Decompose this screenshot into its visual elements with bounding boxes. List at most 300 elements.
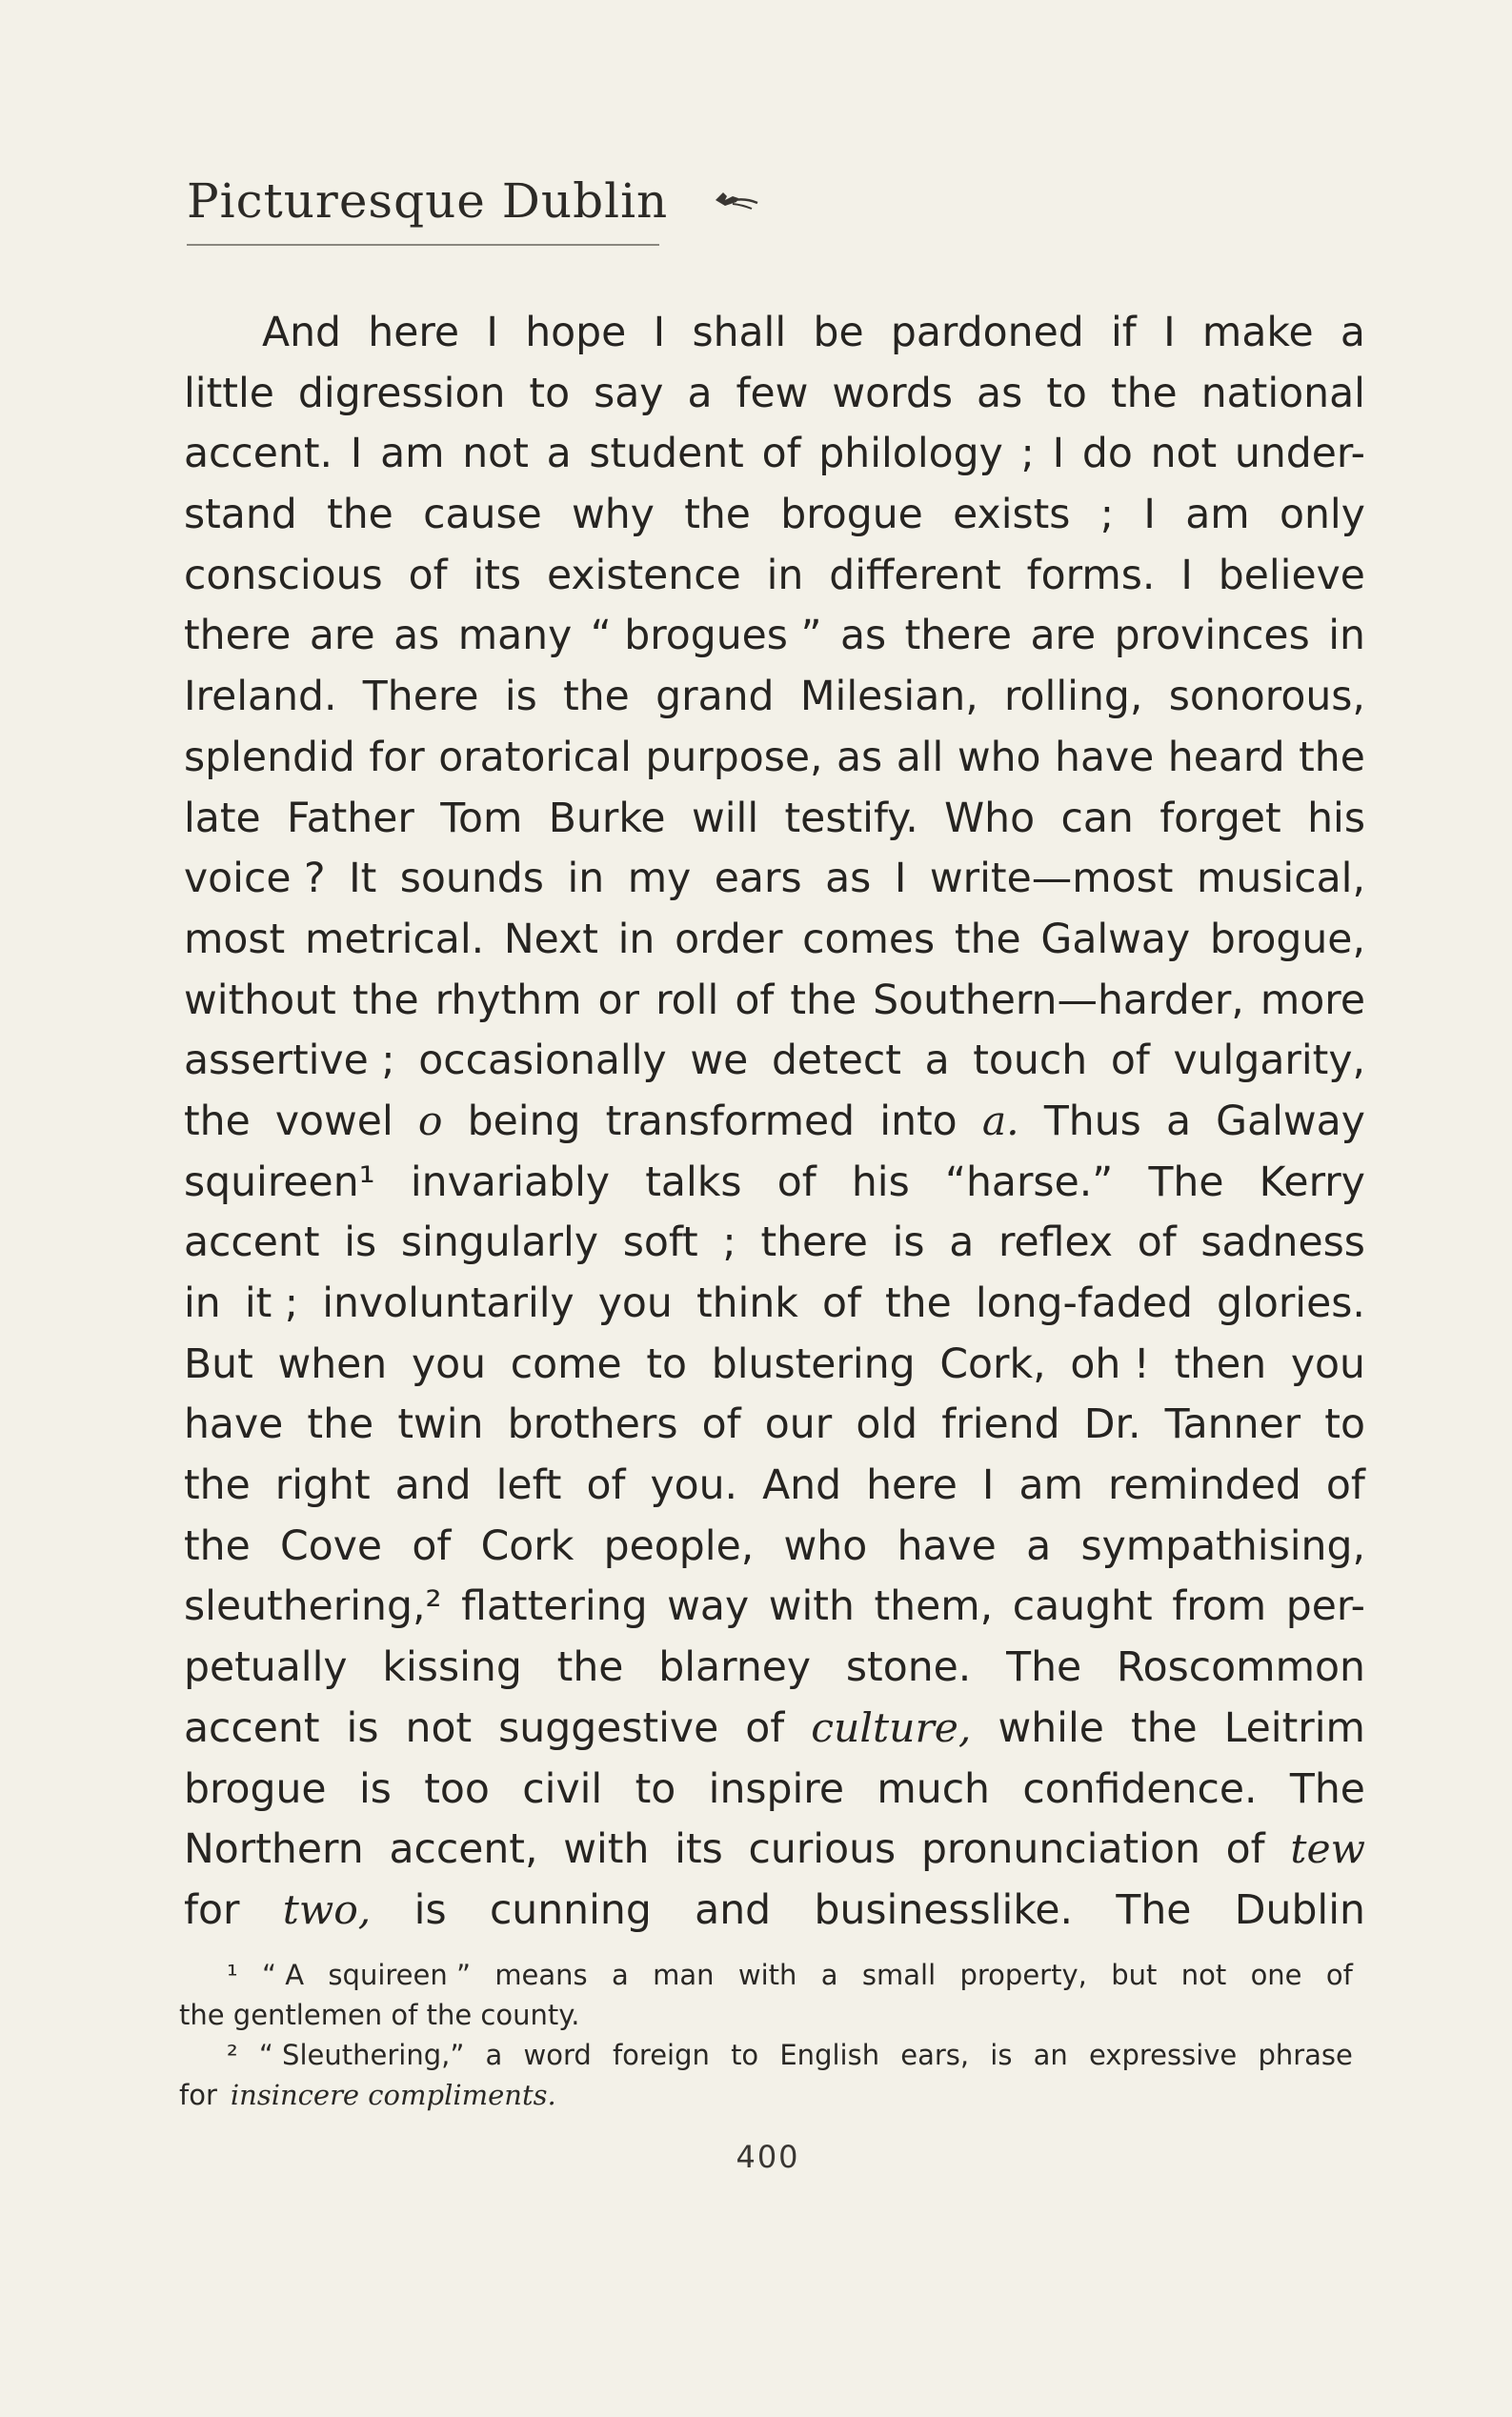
footnote-word: squireen ” — [328, 1959, 471, 1991]
footnote-2-line-1 — [179, 2035, 1353, 2075]
word: a — [1165, 1098, 1191, 1145]
word: there — [184, 613, 292, 660]
text-line — [184, 1577, 1365, 1638]
word: philology — [818, 431, 1003, 478]
word: little — [184, 370, 274, 417]
word: Next — [503, 916, 598, 963]
text-line — [184, 789, 1365, 850]
word: do — [1081, 431, 1133, 478]
word: its — [473, 552, 522, 599]
word: the — [352, 977, 419, 1024]
word: inspire — [708, 1765, 844, 1813]
word: a — [546, 431, 572, 478]
word: voice ? — [184, 856, 326, 903]
word: shall — [692, 310, 787, 356]
text-line — [184, 849, 1365, 910]
word: Kerry — [1259, 1158, 1365, 1206]
hand-pointer-ornament-icon — [714, 187, 759, 215]
word: the — [307, 1401, 374, 1449]
word: pardoned — [890, 310, 1084, 356]
footnote-word: “ Sleuthering,” — [258, 2039, 465, 2071]
word: have — [184, 1401, 284, 1449]
word: Thus — [1043, 1098, 1141, 1145]
word: I — [350, 431, 363, 478]
word: The — [1148, 1158, 1224, 1206]
word: brothers — [507, 1401, 678, 1449]
word: as — [837, 734, 883, 781]
text-line — [184, 1881, 1365, 1942]
word: the — [1110, 370, 1178, 417]
word: who — [957, 734, 1041, 781]
word: singularly — [400, 1219, 598, 1267]
word: in — [184, 1280, 221, 1327]
word: vowel — [274, 1098, 393, 1145]
word: them, — [874, 1583, 994, 1631]
word: existence — [546, 552, 741, 599]
word: people, — [603, 1522, 755, 1570]
footnote-1-continuation: the gentlemen of the county. — [179, 1999, 580, 2031]
footnote-2-prefix: for — [179, 2079, 217, 2111]
word: am — [1185, 492, 1250, 539]
word: not — [405, 1704, 473, 1752]
word: with — [563, 1826, 650, 1874]
text-line — [184, 485, 1365, 546]
word: invariably — [410, 1158, 611, 1206]
word: I — [981, 1462, 995, 1510]
word: provinces — [1114, 613, 1310, 660]
text-line — [184, 546, 1365, 607]
word: rolling, — [1004, 674, 1143, 721]
text-line — [184, 303, 1365, 364]
word: few — [736, 370, 809, 417]
word: stand — [184, 492, 297, 539]
text-line — [184, 1820, 1365, 1881]
word: I — [894, 856, 907, 903]
word: ; — [1099, 492, 1115, 539]
word: in — [1328, 613, 1365, 660]
word: only — [1279, 492, 1365, 539]
word: “ brogues ” — [590, 613, 822, 660]
word: if — [1111, 310, 1137, 356]
word: oh ! — [1070, 1340, 1150, 1388]
footnote-word: English — [779, 2039, 880, 2071]
word: and — [394, 1462, 472, 1510]
word: make — [1201, 310, 1314, 356]
word: for — [184, 1886, 240, 1934]
word: late — [184, 795, 261, 842]
word: I — [1143, 492, 1156, 539]
word: pronunciation — [920, 1826, 1200, 1874]
word: of — [776, 1158, 816, 1206]
word: not — [1150, 431, 1218, 478]
word: And — [762, 1462, 842, 1510]
word: to — [646, 1340, 688, 1388]
word: of — [745, 1704, 785, 1752]
word: of — [735, 977, 775, 1024]
word: forms. — [1026, 552, 1156, 599]
word: Tanner — [1164, 1401, 1301, 1449]
word: as — [393, 613, 440, 660]
word: the — [556, 1644, 624, 1692]
word: to — [529, 370, 571, 417]
word: here — [368, 310, 460, 356]
footnote-word: property, — [959, 1959, 1087, 1991]
word: am — [1018, 1462, 1083, 1510]
word: sounds — [399, 856, 544, 903]
word: national — [1200, 370, 1365, 417]
word: student — [589, 431, 744, 478]
word: is — [346, 1704, 379, 1752]
word: believe — [1218, 552, 1365, 599]
word: in — [766, 552, 804, 599]
word: the — [184, 1098, 251, 1145]
word: splendid — [184, 734, 355, 781]
word: while — [998, 1704, 1104, 1752]
word: heard — [1167, 734, 1285, 781]
footnote-1-line-2 — [179, 1995, 1353, 2035]
word: most — [184, 916, 286, 963]
word: when — [277, 1340, 388, 1388]
word: “harse.” — [944, 1158, 1114, 1206]
text-line — [184, 1213, 1365, 1274]
word: more — [1260, 977, 1365, 1024]
word: for — [369, 734, 425, 781]
word: the — [1130, 1704, 1198, 1752]
word: curious — [748, 1826, 897, 1874]
word: a — [1026, 1522, 1052, 1570]
word: will — [691, 795, 759, 842]
word: to — [1324, 1401, 1365, 1449]
header-rule — [187, 244, 659, 246]
page-number: 400 — [736, 2139, 800, 2175]
word: Southern—harder, — [873, 977, 1244, 1024]
word: Ireland. — [184, 674, 337, 721]
footnote-word: “ A — [261, 1959, 305, 1991]
text-line — [184, 1638, 1365, 1699]
word: assertive ; — [184, 1037, 395, 1085]
text-line — [184, 1335, 1365, 1396]
text-line — [184, 667, 1365, 728]
text-line — [184, 1699, 1365, 1760]
word: I — [1052, 431, 1065, 478]
word: of — [701, 1401, 741, 1449]
word: cause — [423, 492, 542, 539]
word: are — [309, 613, 375, 660]
footnote-word: a — [612, 1959, 629, 1991]
word: oratorical — [438, 734, 632, 781]
word: The — [1289, 1765, 1365, 1813]
word: it ; — [244, 1280, 299, 1327]
word: with — [768, 1583, 855, 1631]
word: of — [1325, 1462, 1365, 1510]
word: to — [635, 1765, 676, 1813]
word: you — [597, 1280, 673, 1327]
footnotes — [179, 1955, 1353, 2115]
text-line — [184, 1760, 1365, 1821]
text-line — [184, 728, 1365, 789]
word: of — [412, 1522, 452, 1570]
footnote-word: word — [523, 2039, 592, 2071]
word: our — [764, 1401, 833, 1449]
word: the — [885, 1280, 952, 1327]
word: accent — [184, 1704, 320, 1752]
footnote-word: one — [1250, 1959, 1302, 1991]
word: vulgarity, — [1173, 1037, 1365, 1085]
word: I — [653, 310, 666, 356]
word: ears — [714, 856, 802, 903]
word: caught — [1012, 1583, 1153, 1631]
word: sadness — [1200, 1219, 1365, 1267]
word: its — [675, 1826, 723, 1874]
word: metrical. — [304, 916, 485, 963]
word: I — [486, 310, 498, 356]
word: forget — [1159, 795, 1281, 842]
footnote-2-line-2 — [179, 2075, 1353, 2115]
footnote-word: man — [653, 1959, 715, 1991]
word: much — [877, 1765, 990, 1813]
word: without — [184, 977, 336, 1024]
word: Roscommon — [1117, 1644, 1365, 1692]
word: accent, — [389, 1826, 538, 1874]
footnote-2-italic-phrase: insincere compliments. — [230, 2079, 556, 2111]
word: the — [184, 1522, 251, 1570]
word: or — [597, 977, 640, 1024]
text-line — [184, 1153, 1365, 1214]
word: of — [821, 1280, 861, 1327]
word: conscious — [184, 552, 383, 599]
word: is — [504, 674, 537, 721]
word: from — [1172, 1583, 1267, 1631]
word: as — [825, 856, 872, 903]
word: of — [1225, 1826, 1265, 1874]
word: But — [184, 1340, 253, 1388]
footnote-word: means — [494, 1959, 588, 1991]
word: there — [904, 613, 1013, 660]
footnote-word: but — [1111, 1959, 1158, 1991]
word: the — [184, 1462, 251, 1510]
body-text — [184, 303, 1365, 1942]
word: rhythm — [434, 977, 582, 1024]
word: kissing — [382, 1644, 522, 1692]
word: of — [586, 1462, 626, 1510]
word: a. — [981, 1098, 1019, 1145]
word: musical, — [1196, 856, 1365, 903]
word: brogue — [780, 492, 923, 539]
word: the — [1299, 734, 1365, 781]
footnote-word: an — [1033, 2039, 1068, 2071]
word: reflex — [998, 1219, 1114, 1267]
word: all — [896, 734, 944, 781]
word: I — [1163, 310, 1176, 356]
word: blarney — [658, 1644, 812, 1692]
word: too — [424, 1765, 490, 1813]
word: Galway — [1040, 916, 1191, 963]
word: Galway — [1216, 1098, 1365, 1145]
footnote-word: ¹ — [227, 1959, 238, 1991]
word: testify. — [784, 795, 918, 842]
word: o — [417, 1098, 443, 1145]
footnote-word: a — [485, 2039, 503, 2071]
word: It — [349, 856, 377, 903]
word: detect — [771, 1037, 901, 1085]
word: culture, — [811, 1704, 972, 1752]
word: brogue — [184, 1765, 327, 1813]
word: who — [783, 1522, 868, 1570]
word: Leitrim — [1223, 1704, 1365, 1752]
word: words — [832, 370, 954, 417]
text-line — [184, 1456, 1365, 1517]
word: the — [790, 977, 857, 1024]
word: ; — [722, 1219, 736, 1267]
word: a — [949, 1219, 975, 1267]
word: not — [462, 431, 529, 478]
word: transformed — [605, 1098, 856, 1145]
word: friend — [941, 1401, 1060, 1449]
text-line — [184, 364, 1365, 425]
text-line — [184, 424, 1365, 485]
word: Dr. — [1083, 1401, 1141, 1449]
footnote-word: ears, — [900, 2039, 970, 2071]
word: say — [594, 370, 664, 417]
word: Father — [287, 795, 414, 842]
word: there — [760, 1219, 868, 1267]
word: talks — [645, 1158, 742, 1206]
word: digression — [297, 370, 506, 417]
word: flattering — [461, 1583, 648, 1631]
word: left — [495, 1462, 562, 1510]
word: his — [851, 1158, 910, 1206]
word: his — [1307, 795, 1365, 842]
text-line — [184, 1395, 1365, 1456]
word: twin — [397, 1401, 484, 1449]
word: stone. — [845, 1644, 972, 1692]
footnote-word: ² — [227, 2039, 238, 2071]
word: of — [1137, 1219, 1177, 1267]
word: long-faded — [975, 1280, 1193, 1327]
word: businesslike. — [814, 1886, 1074, 1934]
word: Cove — [280, 1522, 383, 1570]
footnote-word: with — [737, 1959, 797, 1991]
word: per- — [1285, 1583, 1365, 1631]
word: as — [839, 613, 887, 660]
word: why — [572, 492, 655, 539]
word: grand — [655, 674, 775, 721]
word: a — [1340, 310, 1365, 356]
footnote-word: is — [990, 2039, 1013, 2071]
word: the — [327, 492, 393, 539]
footnote-word: a — [820, 1959, 838, 1991]
word: you. — [650, 1462, 738, 1510]
word: And — [262, 310, 341, 356]
footnote-word: not — [1180, 1959, 1227, 1991]
word: brogue, — [1209, 916, 1365, 963]
word: a — [924, 1037, 950, 1085]
word: to — [1046, 370, 1087, 417]
word: we — [690, 1037, 749, 1085]
word: sympathising, — [1080, 1522, 1365, 1570]
footnote-word: small — [861, 1959, 937, 1991]
footnote-word: phrase — [1258, 2039, 1353, 2071]
text-line — [184, 910, 1365, 971]
word: Cork, — [939, 1340, 1046, 1388]
word: Dublin — [1234, 1886, 1365, 1934]
word: touch — [973, 1037, 1088, 1085]
word: involuntarily — [322, 1280, 575, 1327]
word: comes — [802, 916, 936, 963]
word: civil — [522, 1765, 603, 1813]
word: accent — [184, 1219, 320, 1267]
word: have — [1055, 734, 1155, 781]
word: confidence. — [1022, 1765, 1258, 1813]
word: glories. — [1217, 1280, 1365, 1327]
word: a — [687, 370, 713, 417]
word: The — [1006, 1644, 1082, 1692]
word: squireen¹ — [184, 1158, 375, 1206]
running-title: Picturesque Dublin — [187, 173, 669, 229]
word: under- — [1234, 431, 1365, 478]
word: is — [413, 1886, 447, 1934]
word: Burke — [548, 795, 666, 842]
word: think — [696, 1280, 798, 1327]
word: of — [408, 552, 448, 599]
word: Cork — [480, 1522, 575, 1570]
word: come — [510, 1340, 622, 1388]
word: order — [675, 916, 783, 963]
word: my — [627, 856, 692, 903]
word: I — [1180, 552, 1193, 599]
word: suggestive — [498, 1704, 719, 1752]
text-line — [184, 1031, 1365, 1092]
word: in — [567, 856, 605, 903]
word: Milesian, — [799, 674, 978, 721]
word: two, — [282, 1886, 372, 1934]
word: different — [829, 552, 1001, 599]
word: right — [274, 1462, 371, 1510]
word: exists — [953, 492, 1071, 539]
word: you — [1290, 1340, 1365, 1388]
word: Who — [944, 795, 1036, 842]
word: tew — [1290, 1826, 1365, 1874]
word: blustering — [711, 1340, 916, 1388]
text-line — [184, 1274, 1365, 1335]
word: write—most — [929, 856, 1174, 903]
word: here — [866, 1462, 958, 1510]
word: is — [358, 1765, 392, 1813]
word: hope — [525, 310, 627, 356]
word: the — [684, 492, 751, 539]
word: reminded — [1107, 1462, 1301, 1510]
text-line — [184, 971, 1365, 1032]
word: way — [667, 1583, 750, 1631]
word: many — [457, 613, 573, 660]
text-line — [184, 1092, 1365, 1153]
word: ; — [1020, 431, 1035, 478]
word: the — [954, 916, 1021, 963]
word: There — [362, 674, 479, 721]
text-line — [184, 606, 1365, 667]
word: is — [344, 1219, 377, 1267]
word: the — [563, 674, 630, 721]
word: old — [856, 1401, 918, 1449]
word: as — [977, 370, 1023, 417]
footnote-word: foreign — [612, 2039, 710, 2071]
word: petually — [184, 1644, 348, 1692]
word: are — [1030, 613, 1097, 660]
word: then — [1174, 1340, 1267, 1388]
word: and — [695, 1886, 772, 1934]
word: accent. — [184, 431, 333, 478]
word: being — [467, 1098, 581, 1145]
